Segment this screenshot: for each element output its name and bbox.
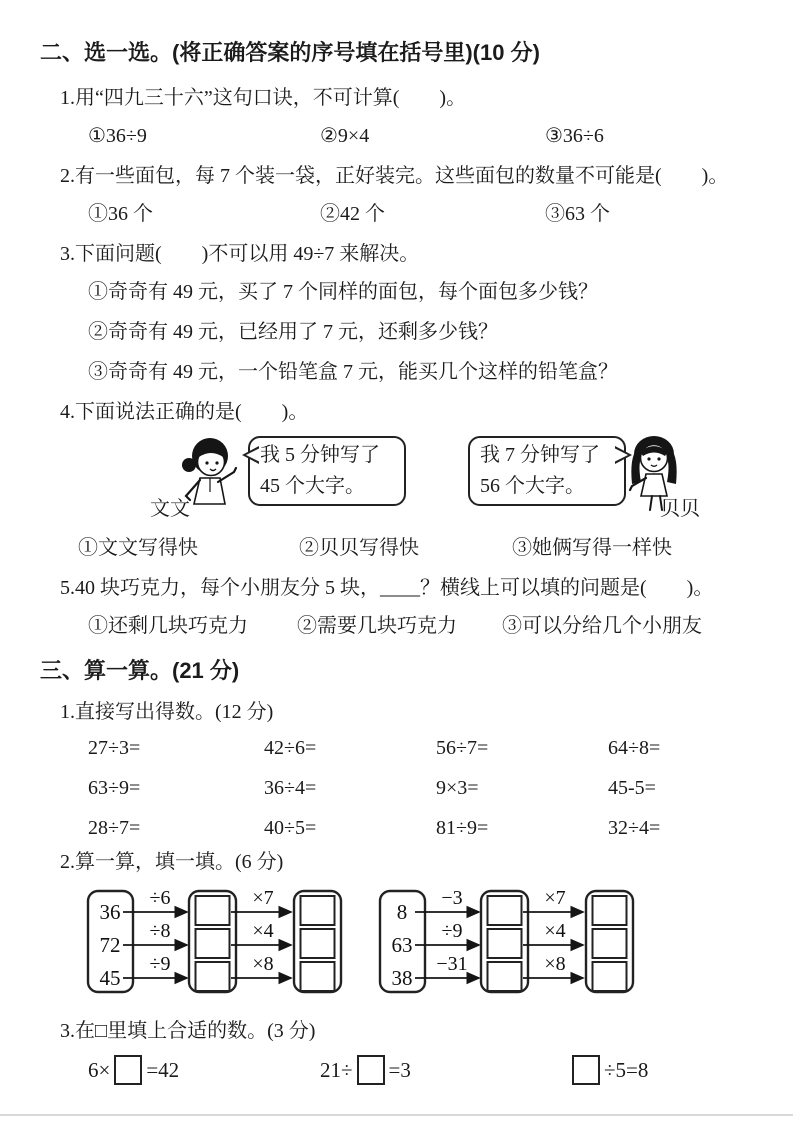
diagram1-input-2: 72 xyxy=(99,933,121,957)
q1-text: 1.用“四九三十六”这句口诀，不可计算( )。 xyxy=(60,87,467,109)
q1-option-3: ③36÷6 xyxy=(545,125,604,147)
diagram2-input-3: 38 xyxy=(391,966,413,990)
answer-box xyxy=(301,962,335,991)
diagram1-op2-1: ×7 xyxy=(252,887,274,909)
girl-wenwen-name: 文文 xyxy=(150,498,190,520)
q4-option-2: ②贝贝写得快 xyxy=(299,537,419,559)
q5-option-2: ②需要几块巧克力 xyxy=(297,615,457,637)
wenwen-bubble-line2: 45 个大字。 xyxy=(260,475,365,497)
equation-after: =3 xyxy=(388,1058,411,1082)
equation-after: =42 xyxy=(146,1058,180,1082)
problem: 9×3= xyxy=(436,777,479,799)
diagram1-op1-2: ÷8 xyxy=(149,920,171,942)
diagram2-input-1: 8 xyxy=(396,900,408,924)
q5-option-3: ③可以分给几个小朋友 xyxy=(502,615,702,637)
q4-options xyxy=(78,534,793,562)
flow-diagram-2 xyxy=(377,882,649,1009)
q5-options xyxy=(88,612,793,640)
calc-q2-text: 2.算一算，填一填。(6 分) xyxy=(60,851,284,873)
answer-box xyxy=(196,896,230,925)
equation-2 xyxy=(320,1055,568,1085)
section-calc-title: 三、算一算。(21 分) xyxy=(40,658,240,683)
problem: 32÷4= xyxy=(608,817,661,839)
diagram2-op1-1: −3 xyxy=(441,887,463,909)
q3-text: 3.下面问题( )不可以用 49÷7 来解决。 xyxy=(60,243,420,265)
beibei-bubble-line2: 56 个大字。 xyxy=(480,475,585,497)
answer-box xyxy=(488,962,522,991)
answer-box xyxy=(593,896,627,925)
problem: 63÷9= xyxy=(88,777,141,799)
wenwen-speech-bubble xyxy=(248,436,406,506)
diagram1-op1-1: ÷6 xyxy=(149,887,171,909)
diagram2-op2-1: ×7 xyxy=(544,887,566,909)
diagram2-op1-3: −31 xyxy=(436,953,468,975)
diagram2-op1-2: ÷9 xyxy=(441,920,463,942)
problem: 36÷4= xyxy=(264,777,317,799)
answer-box xyxy=(301,929,335,958)
q2-option-3: ③63 个 xyxy=(545,203,610,225)
calc-q3-text: 3.在□里填上合适的数。(3 分) xyxy=(60,1020,316,1042)
answer-box xyxy=(593,962,627,991)
q4-option-3: ③她俩写得一样快 xyxy=(512,537,672,559)
calc-q1-text: 1.直接写出得数。(12 分) xyxy=(60,701,274,723)
answer-box xyxy=(196,962,230,991)
fill-box-equations xyxy=(88,1055,793,1085)
q2-option-2: ②42 个 xyxy=(320,203,385,225)
q3-option-1: ①奇奇有 49 元，买了 7 个同样的面包，每个面包多少钱？ xyxy=(88,281,598,303)
q3-option-3: ③奇奇有 49 元，一个铅笔盒 7 元，能买几个这样的铅笔盒？ xyxy=(88,361,618,383)
answer-box xyxy=(357,1055,385,1085)
q1-option-1: ①36÷9 xyxy=(88,125,147,147)
bubble-tail xyxy=(239,448,260,462)
q2-option-1: ①36 个 xyxy=(88,203,153,225)
answer-box xyxy=(572,1055,600,1085)
answer-box xyxy=(301,896,335,925)
q2-options xyxy=(88,200,793,228)
problem: 56÷7= xyxy=(436,737,489,759)
diagram2-op2-2: ×4 xyxy=(544,920,566,942)
q5-text: 5.40 块巧克力，每个小朋友分 5 块，____？横线上可以填的问题是( )。 xyxy=(60,577,714,599)
flow-diagrams xyxy=(85,882,793,1009)
problem: 27÷3= xyxy=(88,737,141,759)
beibei-speech-bubble xyxy=(468,436,626,506)
equation-after: ÷5=8 xyxy=(604,1058,649,1082)
problem: 42÷6= xyxy=(264,737,317,759)
page-bottom-rule xyxy=(0,1114,793,1116)
beibei-bubble-line1: 我 7 分钟写了 xyxy=(480,444,600,466)
problem: 81÷9= xyxy=(436,817,489,839)
answer-box xyxy=(488,929,522,958)
q4-option-1: ①文文写得快 xyxy=(78,537,198,559)
q5-option-1: ①还剩几块巧克力 xyxy=(88,615,248,637)
diagram2-input-2: 63 xyxy=(391,933,413,957)
section-choose-title: 二、选一选。(将正确答案的序号填在括号里)(10 分) xyxy=(40,40,540,65)
answer-box xyxy=(196,929,230,958)
diagram2-op2-3: ×8 xyxy=(544,953,566,975)
q1-option-2: ②9×4 xyxy=(320,125,370,147)
answer-box xyxy=(114,1055,142,1085)
diagram1-input-1: 36 xyxy=(99,900,121,924)
problem: 28÷7= xyxy=(88,817,141,839)
equation-1 xyxy=(88,1055,320,1085)
diagram1-op2-3: ×8 xyxy=(252,953,274,975)
diagram1-op2-2: ×4 xyxy=(252,920,274,942)
equation-3 xyxy=(568,1055,648,1085)
answer-box xyxy=(593,929,627,958)
equation-before: 6× xyxy=(88,1058,111,1082)
flow-diagram-1 xyxy=(85,882,357,1009)
q4-illustration xyxy=(0,430,793,526)
answer-box xyxy=(488,896,522,925)
wenwen-bubble-line1: 我 5 分钟写了 xyxy=(260,444,380,466)
problem: 45-5= xyxy=(608,777,656,799)
diagram1-input-3: 45 xyxy=(99,966,121,990)
q3-option-2: ②奇奇有 49 元，已经用了 7 元，还剩多少钱？ xyxy=(88,321,498,343)
equation-before: 21÷ xyxy=(320,1058,353,1082)
problem: 40÷5= xyxy=(264,817,317,839)
diagram1-op1-3: ÷9 xyxy=(149,953,171,975)
q2-text: 2.有一些面包，每 7 个装一袋，正好装完。这些面包的数量不可能是( )。 xyxy=(60,165,729,187)
oral-arithmetic-grid xyxy=(88,734,793,842)
q1-options xyxy=(88,122,793,150)
q4-text: 4.下面说法正确的是( )。 xyxy=(60,401,309,423)
problem: 64÷8= xyxy=(608,737,661,759)
girl-beibei-name: 贝贝 xyxy=(660,498,700,520)
